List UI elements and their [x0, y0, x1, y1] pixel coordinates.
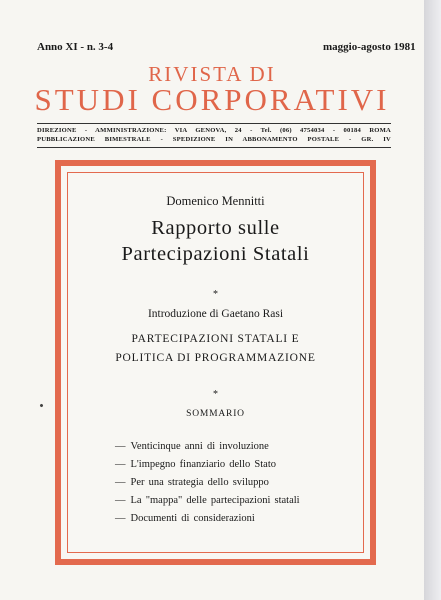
- subtitle-line-1: PARTECIPAZIONI STATALI E: [131, 333, 300, 345]
- issue-date: maggio-agosto 1981: [323, 41, 416, 53]
- list-item: [115, 492, 300, 510]
- list-dash: —: [115, 441, 126, 452]
- list-item: [115, 456, 300, 474]
- admin-address-line: DIREZIONE - AMMINISTRAZIONE: VIA GENOVA, 24 - Tel. (06) 4754034 - 00184 ROMA: [37, 127, 391, 134]
- list-item-text: Venticinque anni di involuzione: [130, 441, 269, 452]
- list-item-text: L'impegno finanziario dello Stato: [130, 459, 276, 470]
- list-item-text: La "mappa" delle partecipazioni statali: [130, 495, 300, 506]
- cover-frame: [55, 160, 376, 565]
- list-item: [115, 474, 300, 492]
- summary-list: [115, 438, 300, 528]
- list-dash: —: [115, 513, 126, 524]
- asterisk-separator: *: [213, 389, 218, 400]
- list-item-text: Per una strategia dello sviluppo: [130, 477, 269, 488]
- subtitle-line-2: POLITICA DI PROGRAMMAZIONE: [115, 352, 316, 364]
- main-title-line-2: Partecipazioni Statali: [121, 243, 310, 265]
- masthead-title: STUDI CORPORATIVI: [34, 82, 390, 117]
- masthead-top: RIVISTA DI: [148, 62, 276, 86]
- admin-publication-line: PUBBLICAZIONE BIMESTRALE - SPEDIZIONE IN ABBONAMENTO POSTALE - GR. IV: [37, 136, 391, 143]
- list-dash: —: [115, 495, 126, 506]
- introduction-credit: Introduzione di Gaetano Rasi: [147, 308, 284, 320]
- summary-heading: SOMMARIO: [186, 409, 245, 419]
- list-dash: —: [115, 459, 126, 470]
- header-rule-top: [37, 123, 391, 124]
- page-edge-shadow: [424, 0, 441, 600]
- list-dash: —: [115, 477, 126, 488]
- issue-number: Anno XI - n. 3-4: [37, 41, 114, 53]
- list-item: [115, 510, 300, 528]
- main-title-line-1: Rapporto sulle: [151, 217, 280, 239]
- cover-frame-inner: [67, 172, 364, 553]
- list-item-text: Documenti di considerazioni: [130, 513, 255, 524]
- asterisk-separator: *: [213, 289, 218, 300]
- author-name: Domenico Mennitti: [166, 194, 265, 208]
- header-rule-bottom: [37, 147, 391, 148]
- paper-speck: [39, 403, 43, 407]
- list-item: [115, 438, 300, 456]
